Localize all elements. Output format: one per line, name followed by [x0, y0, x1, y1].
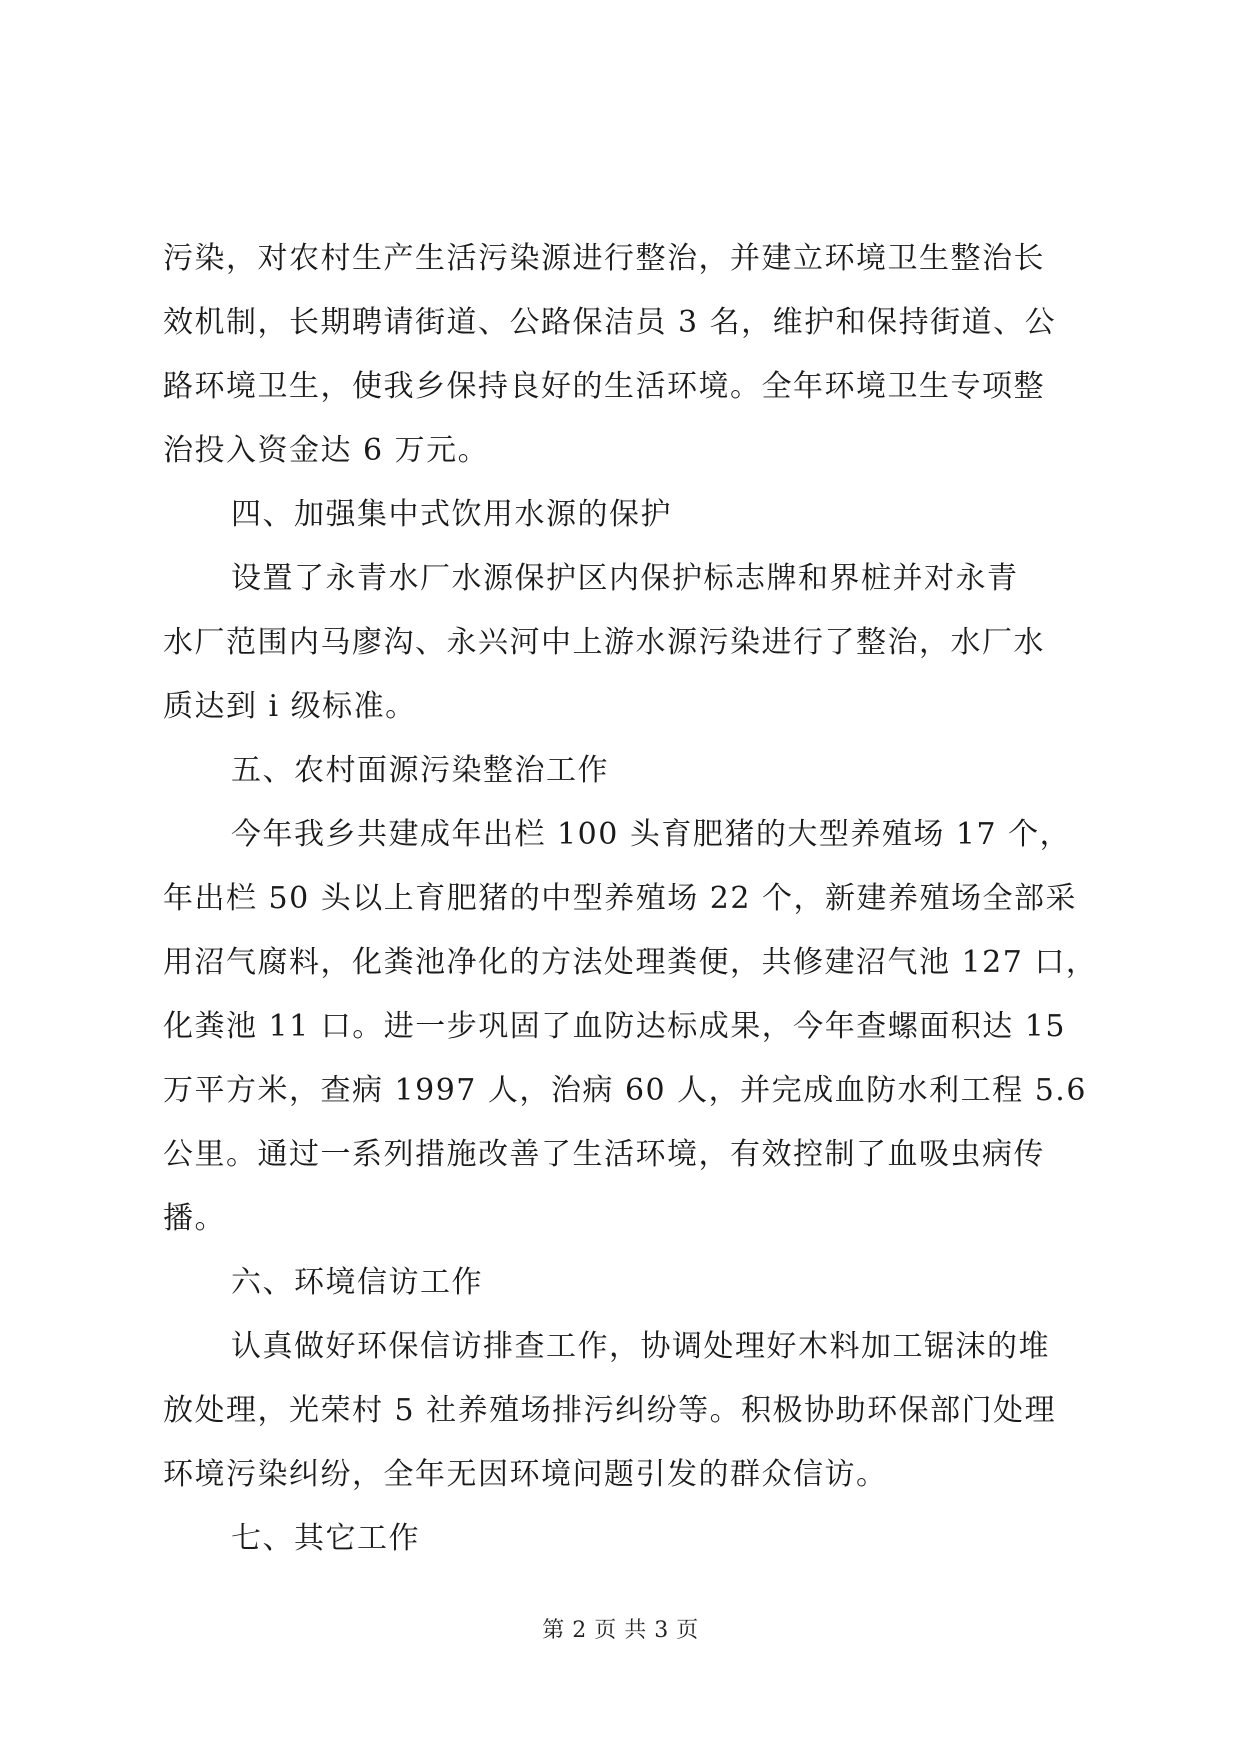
- text-line: 治投入资金达 6 万元。: [163, 433, 490, 468]
- text-line: 效机制，长期聘请街道、公路保洁员 3 名，维护和保持街道、公: [163, 305, 1057, 340]
- text-line: 年出栏 50 头以上育肥猪的中型养殖场 22 个，新建养殖场全部采: [163, 881, 1077, 916]
- text-line: 水厂范围内马廖沟、永兴河中上游水源污染进行了整治，水厂水: [163, 625, 1045, 660]
- section-heading: 六、环境信访工作: [231, 1265, 483, 1300]
- document-body: [163, 227, 1098, 1571]
- text-line: 路环境卫生，使我乡保持良好的生活环境。全年环境卫生专项整: [163, 369, 1045, 404]
- text-line: 环境污染纠纷，全年无因环境问题引发的群众信访。: [163, 1457, 888, 1492]
- text-line: 质达到 i 级标准。: [163, 689, 417, 724]
- text-line: 认真做好环保信访排查工作，协调处理好木料加工锯沫的堆: [231, 1329, 1050, 1364]
- text-line: 设置了永青水厂水源保护区内保护标志牌和界桩并对永青: [231, 561, 1019, 596]
- text-line: 万平方米，查病 1997 人，治病 60 人，并完成血防水利工程 5.6: [163, 1073, 1087, 1108]
- text-line: 公里。通过一系列措施改善了生活环境，有效控制了血吸虫病传: [163, 1137, 1045, 1172]
- section-heading: 五、农村面源污染整治工作: [231, 753, 609, 788]
- text-line: 化粪池 11 口。进一步巩固了血防达标成果，今年查螺面积达 15: [163, 1009, 1066, 1044]
- text-line: 污染，对农村生产生活污染源进行整治，并建立环境卫生整治长: [163, 241, 1045, 276]
- text-line: 用沼气腐料，化粪池净化的方法处理粪便，共修建沼气池 127 口，: [163, 945, 1098, 980]
- page-number-footer: 第 2 页 共 3 页: [542, 1618, 699, 1643]
- text-line: 播。: [163, 1201, 226, 1236]
- section-heading: 四、加强集中式饮用水源的保护: [231, 497, 672, 532]
- section-heading: 七、其它工作: [231, 1521, 420, 1556]
- text-line: 放处理，光荣村 5 社养殖场排污纠纷等。积极协助环保部门处理: [163, 1393, 1057, 1428]
- text-line: 今年我乡共建成年出栏 100 头育肥猪的大型养殖场 17 个，: [231, 817, 1072, 852]
